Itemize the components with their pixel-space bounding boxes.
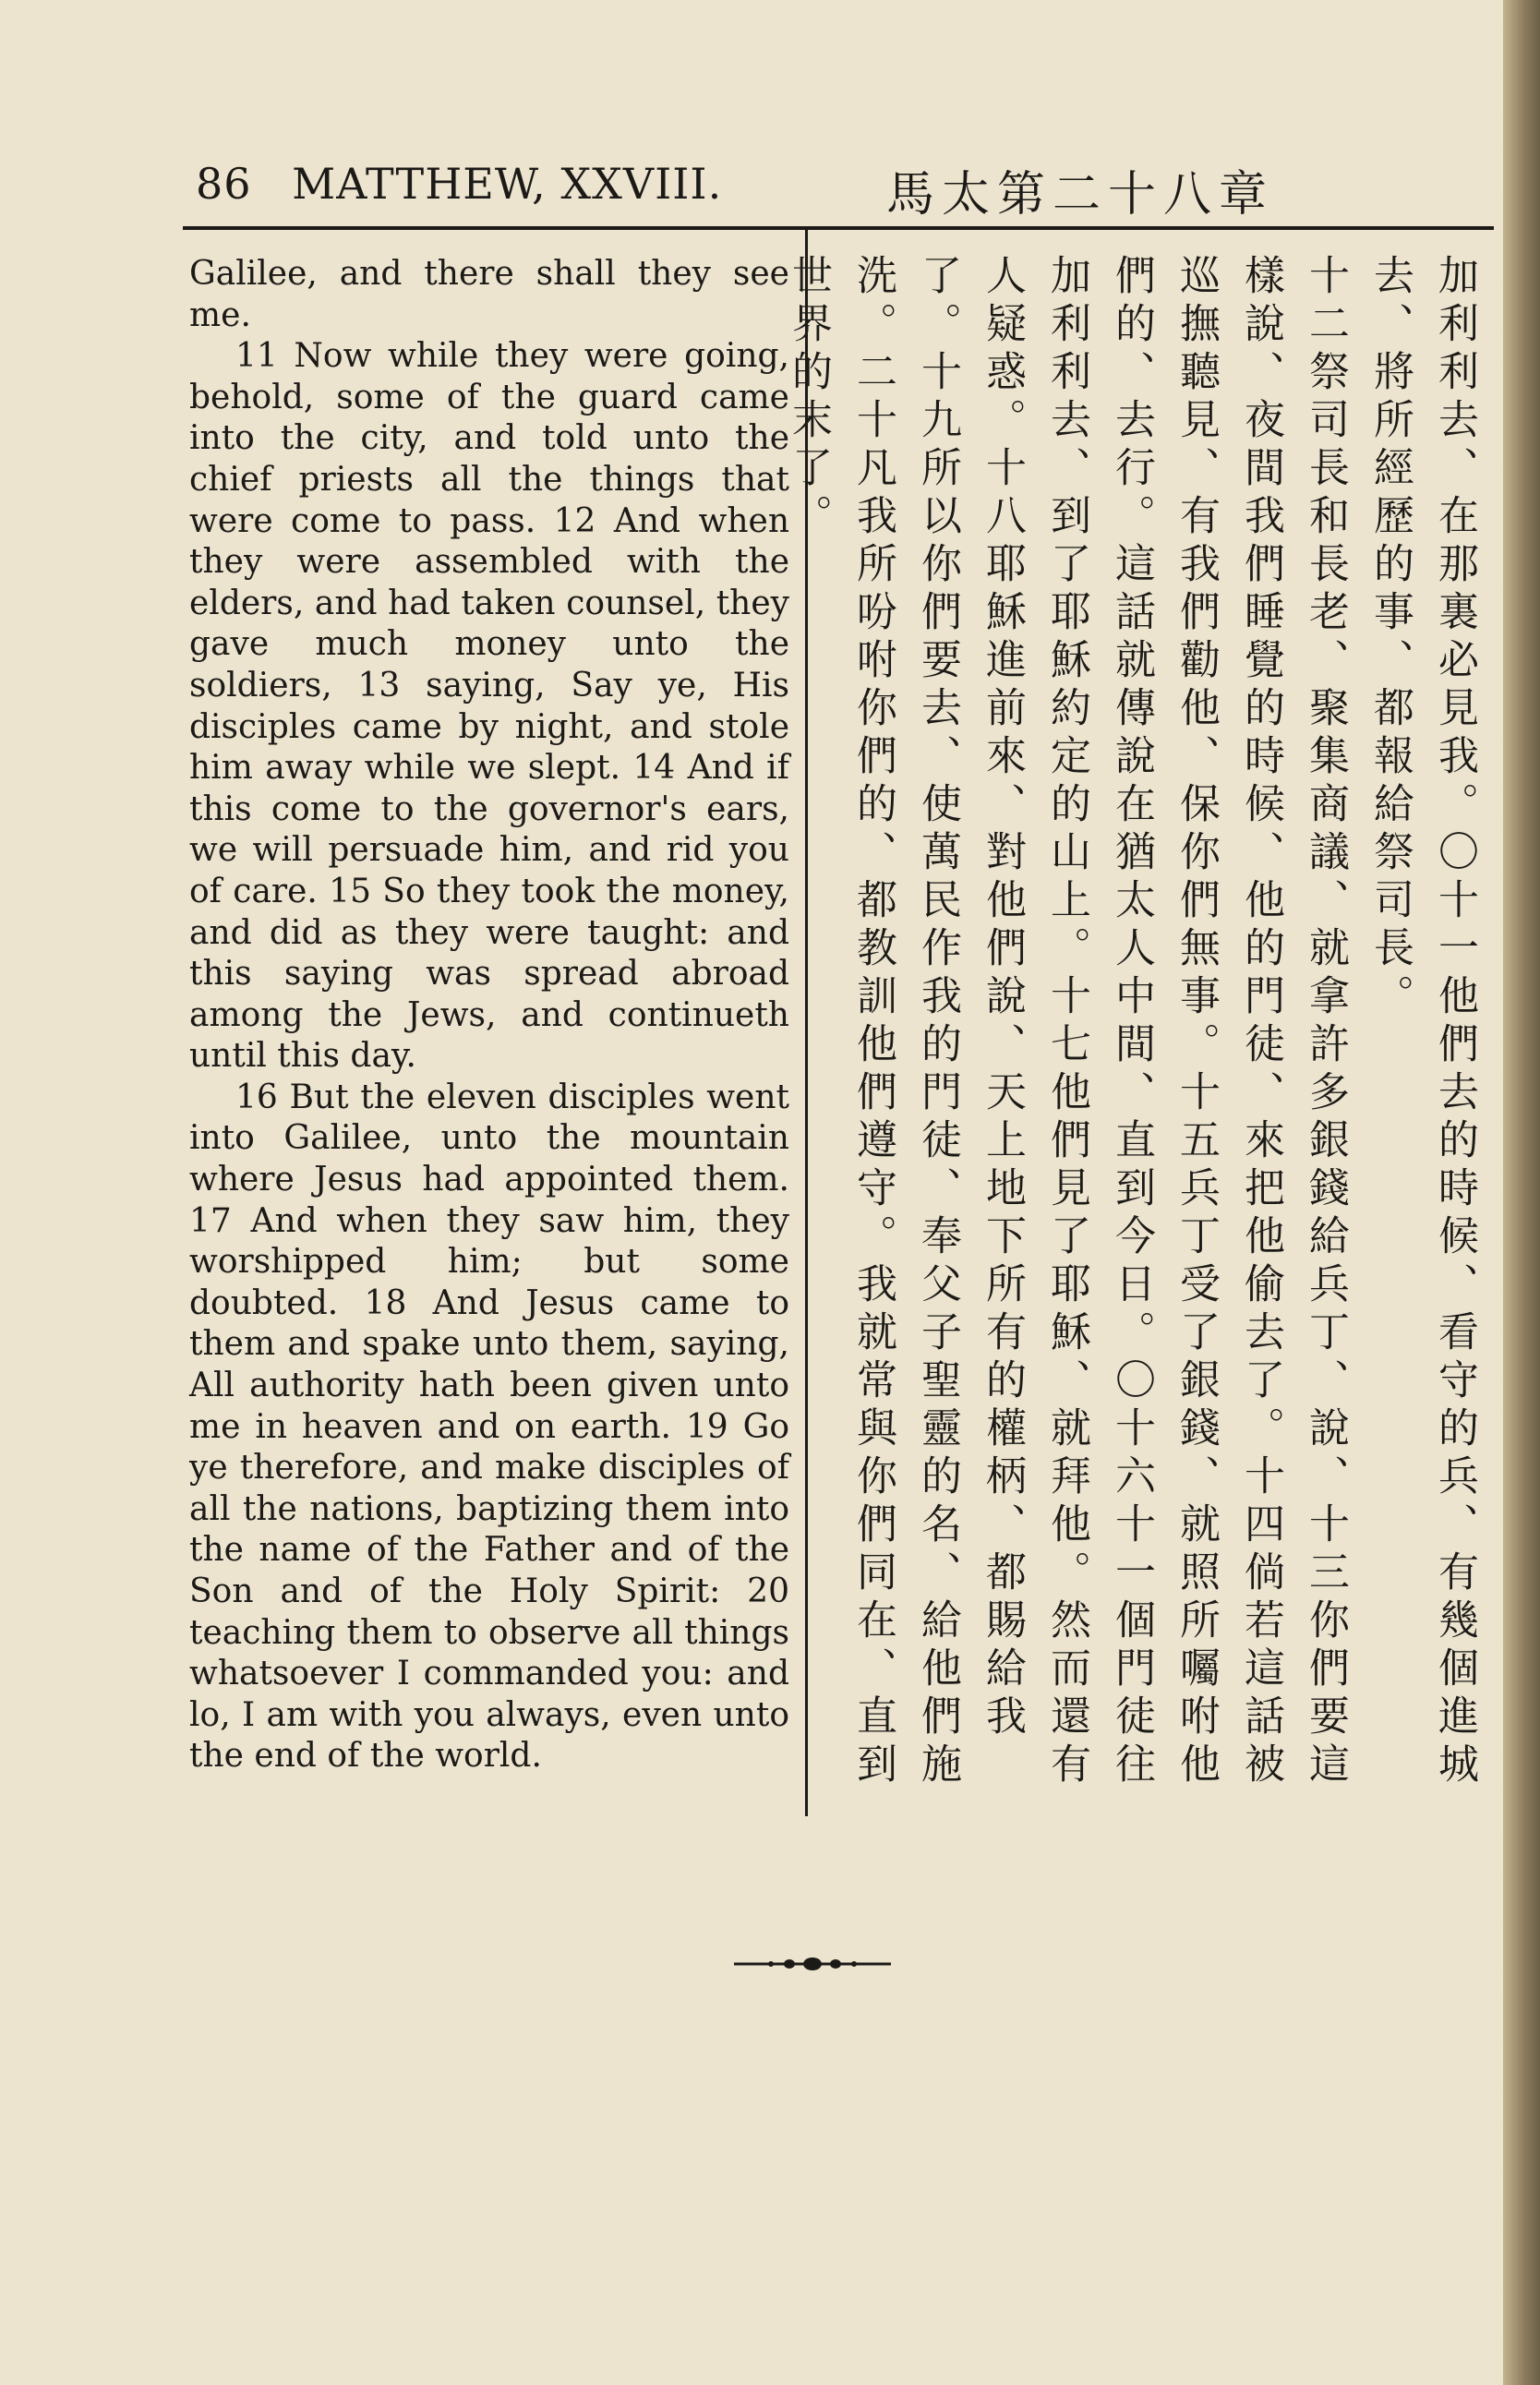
english-paragraph: 16 But the eleven disciples went into Galilee, unto the mountain where Jesus had appointed them. 17 And when they saw him, they worshipped him; but some doubted. 18 And Jesus came to them and spake unto them, saying, All authority hath been given unto me in heaven and on earth. 19 Go ye therefore, and make disciples of all the nations, baptizing them into the name of the Father and of the Son and of the Holy Spirit: 20 teaching them to observe all things whatsoever I commanded you: and lo, I am with you always, even unto the end of the world. — [189, 1078, 789, 1776]
english-text-column — [189, 254, 789, 1777]
chinese-column-text: 十二祭司長和長老、聚集商議、就拿許多銀錢給兵丁、說、十三你們要這樣說、夜間我們睡覺的時候、他的門徒、來把他偷去了。十四倘若這話被巡撫聽見、有我們勸他、保你們無事。十五兵丁受了銀錢、就照所囑咐他們的、去行。這話就傳說在猶太人中間、直到今日。〇十六十一個門徒往加利利去、到了耶穌約定的山上。十七他們見了耶穌、就拜他。然而還有人疑惑。十八耶穌進前來、對他們說、天上地下所有的權柄、都賜給我了。十九所以你們要去、使萬民作我的門徒、奉父子聖靈的名、給他們施洗。二十凡我所吩咐你們的、都教訓他們遵守。我就常與你們同在、直到世界的末了。 — [785, 254, 1349, 1790]
page-header-english — [196, 159, 722, 209]
page-fold-edge — [1503, 0, 1540, 2385]
end-ornament — [729, 1953, 896, 1975]
page-number: 86 — [196, 159, 252, 209]
chinese-column-text: 加利利去、在那裏必見我。〇十一他們去的時候、看守的兵、有幾個進城去、將所經歷的事、都報給祭司長。 — [1366, 254, 1478, 1790]
chinese-text-column — [785, 254, 1486, 1824]
chapter-title-english: MATTHEW, XXVIII. — [292, 159, 723, 209]
header-rule — [183, 226, 1494, 230]
english-paragraph: 11 Now while they were going, behold, some of the guard came into the city, and told unto the chief priests all the things that were come to pass. 12 And when they were assembled with the elders, and had taken counsel, they gave much money unto the soldiers, 13 saying, Say ye, His disciples came by night, and stole him away while we slept. 14 And if this come to the governor's ears, we will persuade him, and rid you of care. 15 So they took the money, and did as they were taught: and this saying was spread abroad among the Jews, and continueth until this day. — [189, 337, 789, 1076]
english-paragraph: Galilee, and there shall they see me. — [189, 255, 789, 334]
chapter-title-chinese: 馬太第二十八章 — [886, 167, 1275, 223]
